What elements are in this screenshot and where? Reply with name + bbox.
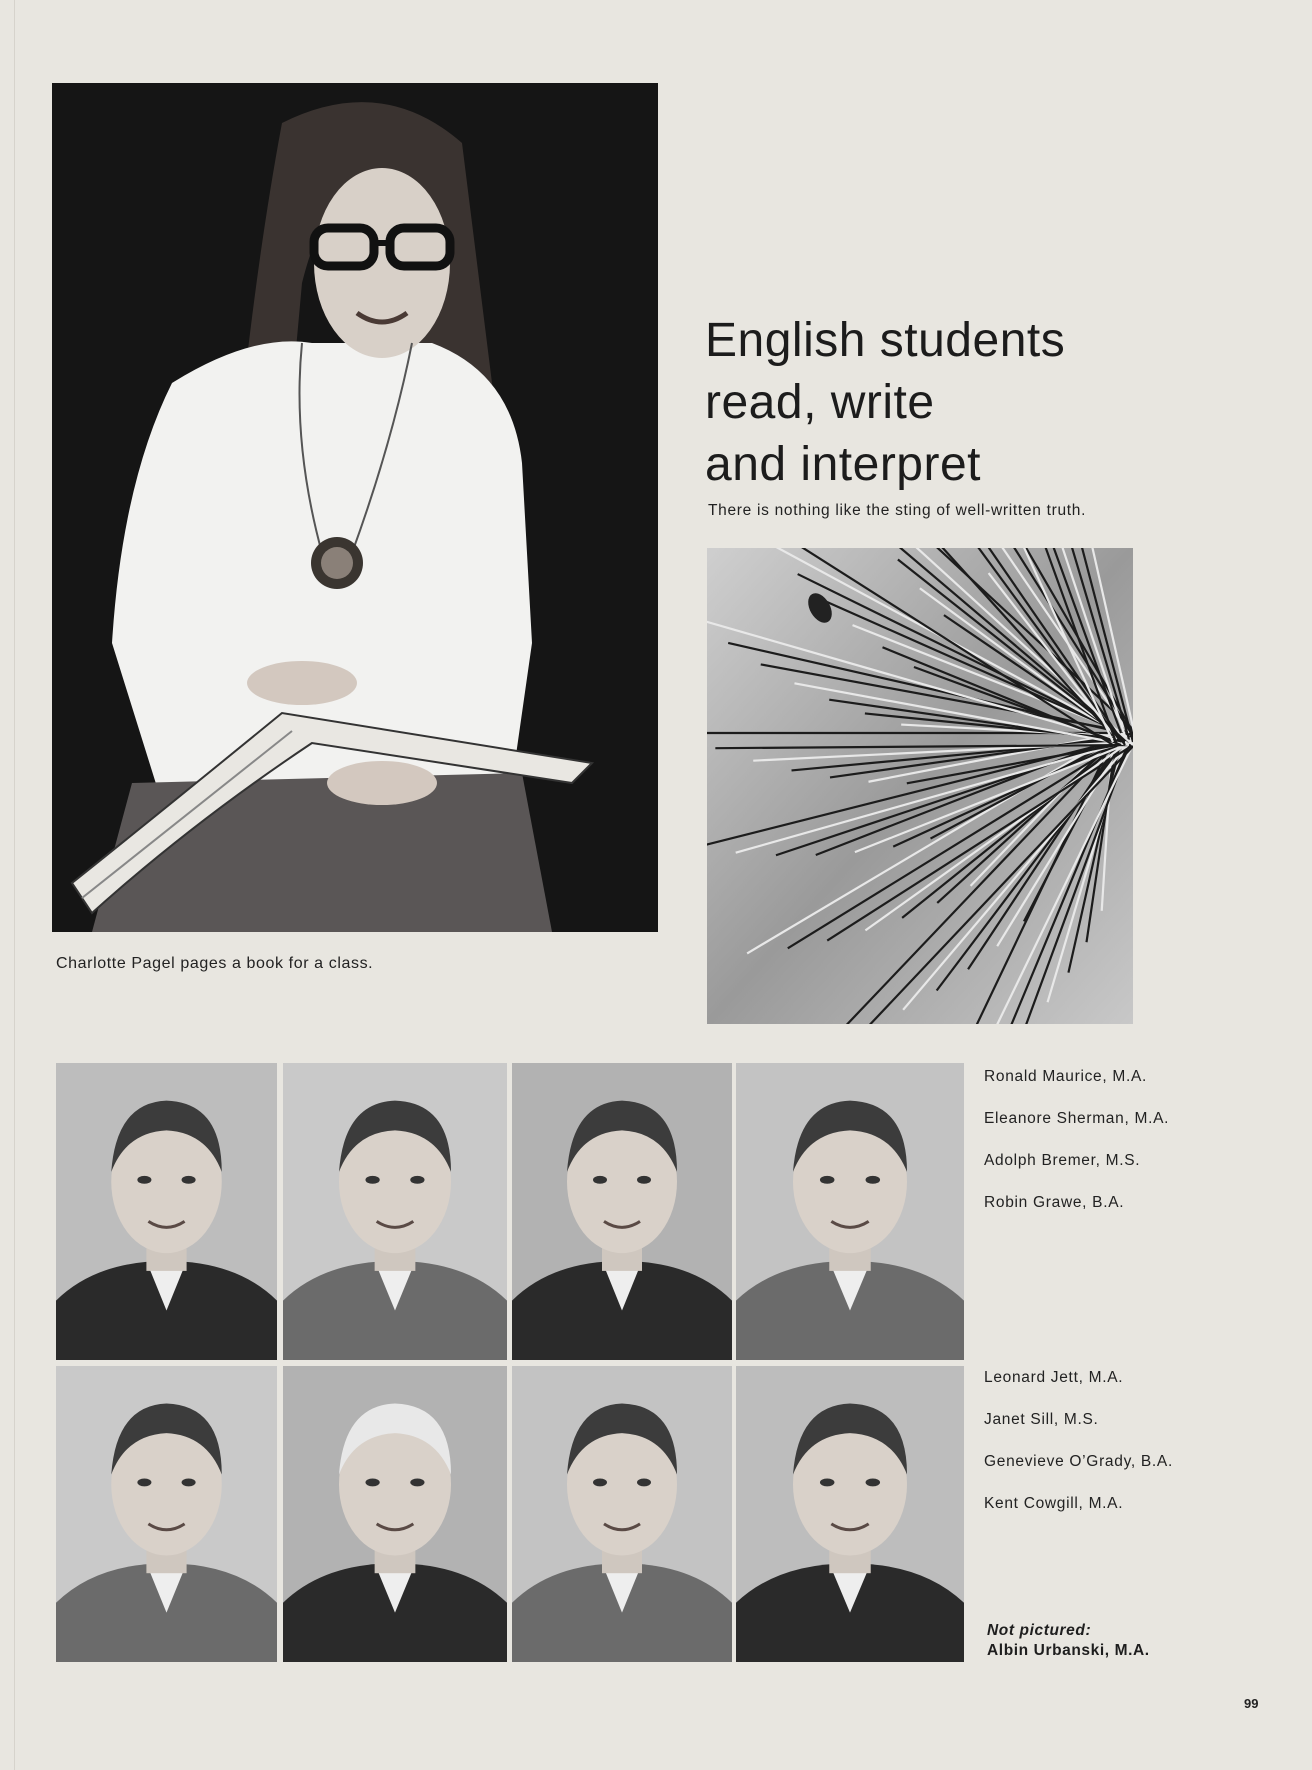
page-headline xyxy=(705,310,1265,496)
page-gutter xyxy=(14,0,15,1770)
faculty-name: Genevieve O’Grady, B.A. xyxy=(984,1453,1173,1470)
faculty-name: Robin Grawe, B.A. xyxy=(984,1194,1125,1211)
faculty-portrait xyxy=(283,1063,507,1360)
photo-caption: Charlotte Pagel pages a book for a class. xyxy=(56,955,374,972)
faculty-portrait xyxy=(512,1366,732,1662)
faculty-name: Janet Sill, M.S. xyxy=(984,1411,1099,1428)
faculty-portrait xyxy=(56,1063,277,1360)
not-pictured-name: Albin Urbanski, M.A. xyxy=(987,1642,1150,1659)
not-pictured-note xyxy=(987,1621,1150,1661)
pine-needles-photo xyxy=(707,548,1133,1024)
subheadline: There is nothing like the sting of well-written truth. xyxy=(708,502,1087,519)
faculty-names-bottom xyxy=(984,1368,1173,1536)
faculty-portrait xyxy=(736,1063,964,1360)
headline-line: read, write xyxy=(705,376,935,429)
faculty-name: Leonard Jett, M.A. xyxy=(984,1369,1124,1386)
faculty-name: Eleanore Sherman, M.A. xyxy=(984,1110,1170,1127)
faculty-portrait xyxy=(512,1063,732,1360)
page-number: 99 xyxy=(1244,1696,1259,1711)
faculty-name: Kent Cowgill, M.A. xyxy=(984,1495,1124,1512)
faculty-portrait xyxy=(736,1366,964,1662)
faculty-portrait xyxy=(283,1366,507,1662)
faculty-name: Ronald Maurice, M.A. xyxy=(984,1068,1148,1085)
headline-line: English students xyxy=(705,314,1066,367)
headline-line: and interpret xyxy=(705,438,982,491)
faculty-portrait xyxy=(56,1366,277,1662)
faculty-names-top xyxy=(984,1067,1169,1235)
main-photo xyxy=(52,83,658,932)
faculty-name: Adolph Bremer, M.S. xyxy=(984,1152,1141,1169)
not-pictured-label: Not pictured: xyxy=(987,1622,1092,1639)
